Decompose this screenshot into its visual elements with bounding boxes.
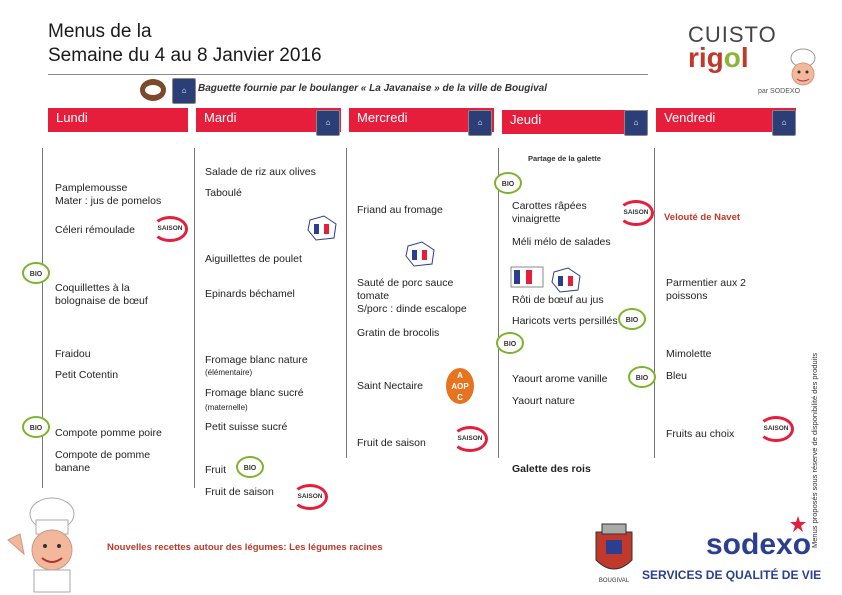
meal-icon: ⌂ — [316, 110, 340, 136]
jeudi-yaourt-vanille: Yaourt arome vanille — [512, 373, 608, 385]
lundi-coquillettes: Coquillettes à la bolognaise de bœuf — [55, 282, 148, 307]
meal-icon: ⌂ — [468, 110, 492, 136]
jeudi-haricots: Haricots verts persillés — [512, 315, 618, 327]
saison-label: SAISON — [452, 426, 488, 452]
mercredi-gratin: Gratin de brocolis — [357, 327, 440, 339]
day-header-jeudi: Jeudi — [502, 110, 648, 134]
mercredi-fruit-saison: Fruit de saison — [357, 437, 426, 449]
meal-icon: ⌂ — [772, 110, 796, 136]
jeudi-carottes: Carottes râpées vinaigrette — [512, 200, 587, 225]
vendredi-veloute: Velouté de Navet — [664, 212, 741, 223]
mardi-salade-riz: Salade de riz aux olives — [205, 166, 316, 178]
footer-note: Nouvelles recettes autour des légumes: Les légumes racines — [107, 542, 383, 553]
mardi-fruit: Fruit — [205, 464, 226, 476]
jeudi-yaourt-nature: Yaourt nature — [512, 395, 575, 407]
bougival-crest-icon — [592, 522, 636, 584]
star-icon — [790, 516, 806, 532]
column-divider — [654, 148, 655, 458]
mercredi-saute: Sauté de porc sauce tomate S/porc : dinde escalope — [357, 277, 467, 315]
mardi-epinards: Epinards béchamel — [205, 288, 295, 300]
meal-icon: ⌂ — [172, 78, 196, 104]
vendredi-parmentier: Parmentier aux 2 poissons — [666, 277, 746, 302]
aop-label: A AOP C — [446, 368, 474, 404]
brand-top: CUISTO — [688, 22, 777, 47]
day-header-mardi: Mardi — [196, 108, 341, 132]
title-line2: Semaine du 4 au 8 Janvier 2016 — [48, 45, 322, 66]
saison-label: SAISON — [152, 216, 188, 242]
mercredi-nectaire: Saint Nectaire — [357, 380, 423, 392]
bio-label: BIO — [496, 332, 524, 354]
cuisto-rigolo-logo — [688, 22, 828, 97]
page-title — [48, 20, 322, 68]
meal-icon: ⌂ — [624, 110, 648, 136]
column-divider — [42, 148, 43, 488]
chef-mascot-icon — [4, 494, 90, 594]
brand-par: par SODEXO — [758, 88, 801, 95]
vendredi-fruits-choix: Fruits au choix — [666, 428, 735, 440]
mercredi-friand: Friand au fromage — [357, 204, 443, 216]
chef-icon — [786, 48, 820, 88]
mardi-fruit-saison: Fruit de saison — [205, 486, 274, 498]
lundi-celeri: Céleri rémoulade — [55, 224, 135, 236]
mardi-taboule: Taboulé — [205, 187, 242, 199]
title-line1: Menus de la — [48, 21, 152, 42]
day-header-lundi: Lundi — [48, 108, 188, 132]
lundi-pamplemousse: Pamplemousse Mater : jus de pomelos — [55, 182, 162, 207]
column-divider — [498, 148, 499, 458]
saison-label: SAISON — [618, 200, 654, 226]
day-header-mercredi: Mercredi — [349, 108, 494, 132]
lundi-cotentin: Petit Cotentin — [55, 369, 119, 381]
jeudi-melimelo: Méli mélo de salades — [512, 236, 611, 248]
saison-label: SAISON — [758, 416, 794, 442]
title-divider — [48, 74, 648, 75]
saison-label: SAISON — [292, 484, 328, 510]
mardi-maternelle: (maternelle) — [205, 403, 248, 412]
bougival-label: BOUGIVAL — [598, 578, 630, 584]
france-origin-icon — [304, 214, 340, 242]
jeudi-partage: Partage de la galette — [528, 154, 601, 163]
mardi-elementaire: (élémentaire) — [205, 368, 253, 377]
mardi-aiguillettes: Aiguillettes de poulet — [205, 253, 302, 265]
day-header-vendredi: Vendredi — [656, 108, 796, 132]
france-origin-icon — [548, 266, 584, 294]
mardi-fromage-nature: Fromage blanc nature — [205, 354, 308, 366]
vendredi-mimolette: Mimolette — [666, 348, 712, 360]
mardi-fromage-sucre: Fromage blanc sucré — [205, 387, 304, 399]
bread-icon — [138, 77, 168, 103]
jeudi-galette: Galette des rois — [512, 463, 591, 475]
column-divider — [194, 148, 195, 488]
bio-label: BIO — [494, 172, 522, 194]
sodexo-logo: sodexo — [706, 528, 812, 561]
sodexo-tagline: SERVICES DE QUALITÉ DE VIE — [642, 568, 822, 582]
vendredi-bleu: Bleu — [666, 370, 688, 382]
lundi-compote-poire: Compote pomme poire — [55, 427, 162, 439]
lundi-compote-banane: Compote de pomme banane — [55, 449, 151, 474]
jeudi-roti: Rôti de bœuf au jus — [512, 294, 604, 306]
bread-note: Baguette fournie par le boulanger « La Javanaise » de la ville de Bougival — [198, 83, 547, 94]
bio-label: BIO — [22, 416, 50, 438]
bio-label: BIO — [628, 366, 656, 388]
side-note: Menus proposés sous réserve de disponibilité des produits — [810, 352, 819, 548]
bio-label: BIO — [236, 456, 264, 478]
brand-rigolo: rigol — [688, 42, 749, 73]
france-origin-icon — [402, 240, 438, 268]
viande-bovine-francaise-icon — [510, 266, 544, 288]
mardi-suisse: Petit suisse sucré — [205, 421, 288, 433]
bio-label: BIO — [22, 262, 50, 284]
bio-label: BIO — [618, 308, 646, 330]
lundi-fraidou: Fraidou — [55, 348, 91, 360]
column-divider — [346, 148, 347, 458]
